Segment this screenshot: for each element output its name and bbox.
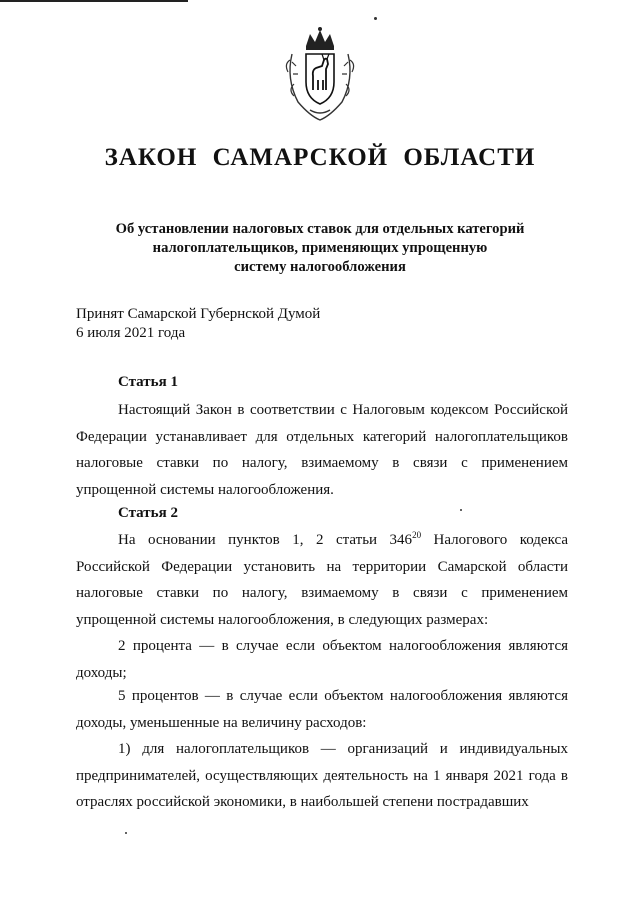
subitem-1: 1) для налогоплательщиков — организаций и индивидуальных предпринимателей, осуществляющих деятельность на 1 января 2021 года в отраслях российской экономики, в наибольшей степени пострадавших bbox=[76, 741, 568, 810]
adoption-body: Принят Самарской Губернской Думой bbox=[76, 306, 321, 322]
scan-speck bbox=[374, 17, 377, 20]
top-border-line bbox=[0, 0, 188, 2]
scan-speck bbox=[460, 509, 462, 511]
subtitle-line: Об установлении налоговых ставок для отдельных категорий bbox=[115, 221, 525, 237]
article-1-text: Настоящий Закон в соответствии с Налоговым кодексом Российской Федерации устанавливает для отдельных категорий налогоплательщиков налоговые ставки по налогу, взимаемому в связи с применением упрощенной системы налогообложения. bbox=[76, 402, 568, 498]
article-1-title: Статья 1 bbox=[118, 374, 178, 390]
law-subtitle bbox=[70, 220, 570, 277]
scan-speck bbox=[125, 832, 127, 834]
rate-5-percent-item: 5 процентов — в случае если объектом налогообложения являются доходы, уменьшенные на величину расходов: bbox=[76, 688, 568, 731]
adoption-info bbox=[76, 305, 320, 343]
article-2-intro-end: Налогового кодекса Российской Федерации установить на территории Самарской области налоговые ставки по налогу, взимаемому в связи с применением упрощенной системы налогообложения, в следующих размерах: bbox=[76, 532, 568, 628]
law-title: ЗАКОН САМАРСКОЙ ОБЛАСТИ bbox=[104, 144, 536, 171]
rate-2-percent-item: 2 процента — в случае если объектом налогообложения являются доходы; bbox=[76, 638, 568, 681]
subtitle-line: систему налогообложения bbox=[234, 259, 406, 275]
adoption-date: 6 июля 2021 года bbox=[76, 325, 186, 341]
article-2-intro bbox=[76, 527, 568, 633]
article-2-intro-start: На основании пунктов 1, 2 статьи 346 bbox=[118, 532, 413, 548]
article-2-title: Статья 2 bbox=[118, 505, 178, 521]
coat-of-arms-icon bbox=[282, 24, 358, 124]
article-number-superscript: 20 bbox=[412, 530, 422, 540]
subtitle-line: налогоплательщиков, применяющих упрощенную bbox=[152, 240, 488, 256]
